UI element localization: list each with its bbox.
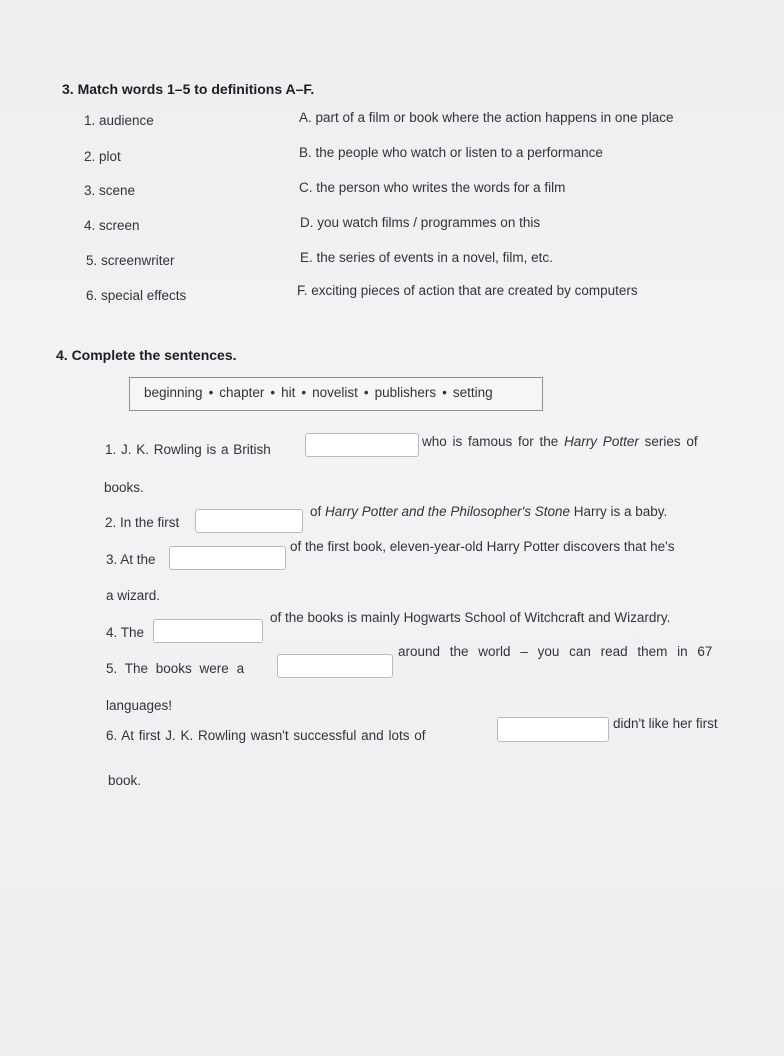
sentence-5-end: around the world – you can read them in 67 (398, 644, 713, 659)
exercise-4-heading: 4. Complete the sentences. (56, 347, 237, 363)
list-item: B. the people who watch or listen to a performance (299, 145, 603, 160)
word-bank-item: chapter (219, 385, 265, 400)
list-item: D. you watch films / programmes on this (300, 215, 541, 230)
answer-box-2[interactable] (195, 509, 303, 533)
list-item: 4. screen (84, 218, 140, 233)
exercise-3-heading: 3. Match words 1–5 to definitions A–F. (62, 81, 315, 97)
list-item: 5. screenwriter (86, 253, 175, 268)
sentence-1-continuation: books. (104, 480, 144, 495)
list-item: C. the person who writes the words for a film (299, 180, 566, 195)
sentence-6-end: didn't like her first (613, 716, 718, 731)
word-bank-item: hit (281, 385, 296, 400)
list-item: E. the series of events in a novel, film, etc. (300, 250, 553, 265)
sentence-1-end: who is famous for the Harry Potter series of (422, 434, 698, 449)
word-bank: beginning • chapter • hit • novelist • publishers • setting (129, 377, 543, 411)
list-item: 2. plot (84, 149, 121, 164)
sentence-4-end: of the books is mainly Hogwarts School of Witchcraft and Wizardry. (270, 610, 671, 625)
list-item: 6. special effects (86, 288, 187, 303)
list-item: 3. scene (84, 183, 136, 198)
answer-box-3[interactable] (169, 546, 286, 570)
sentence-3-start: 3. At the (106, 552, 156, 567)
answer-box-6[interactable] (497, 717, 609, 742)
word-bank-item: novelist (312, 385, 358, 400)
answer-box-5[interactable] (277, 654, 393, 678)
word-bank-item: publishers (374, 385, 437, 400)
list-item: F. exciting pieces of action that are created by computers (297, 283, 638, 298)
sentence-1-start: 1. J. K. Rowling is a British (105, 442, 271, 457)
sentence-2-end: of Harry Potter and the Philosopher's Stone Harry is a baby. (310, 504, 668, 519)
sentence-4-start: 4. The (106, 625, 145, 640)
sentence-5-continuation: languages! (106, 698, 173, 713)
sentence-2-start: 2. In the first (105, 515, 180, 530)
sentence-6-continuation: book. (108, 773, 142, 788)
word-bank-item: setting (452, 385, 493, 400)
answer-box-1[interactable] (305, 433, 419, 457)
sentence-6-start: 6. At first J. K. Rowling wasn't successful and lots of (106, 728, 426, 743)
sentence-3-end: of the first book, eleven-year-old Harry Potter discovers that he's (290, 539, 675, 554)
sentence-3-continuation: a wizard. (106, 588, 161, 603)
list-item: A. part of a film or book where the action happens in one place (299, 110, 674, 125)
sentence-5-start: 5. The books were a (106, 661, 245, 676)
word-bank-item: beginning (144, 385, 203, 400)
list-item: 1. audience (84, 113, 154, 128)
answer-box-4[interactable] (153, 619, 263, 643)
